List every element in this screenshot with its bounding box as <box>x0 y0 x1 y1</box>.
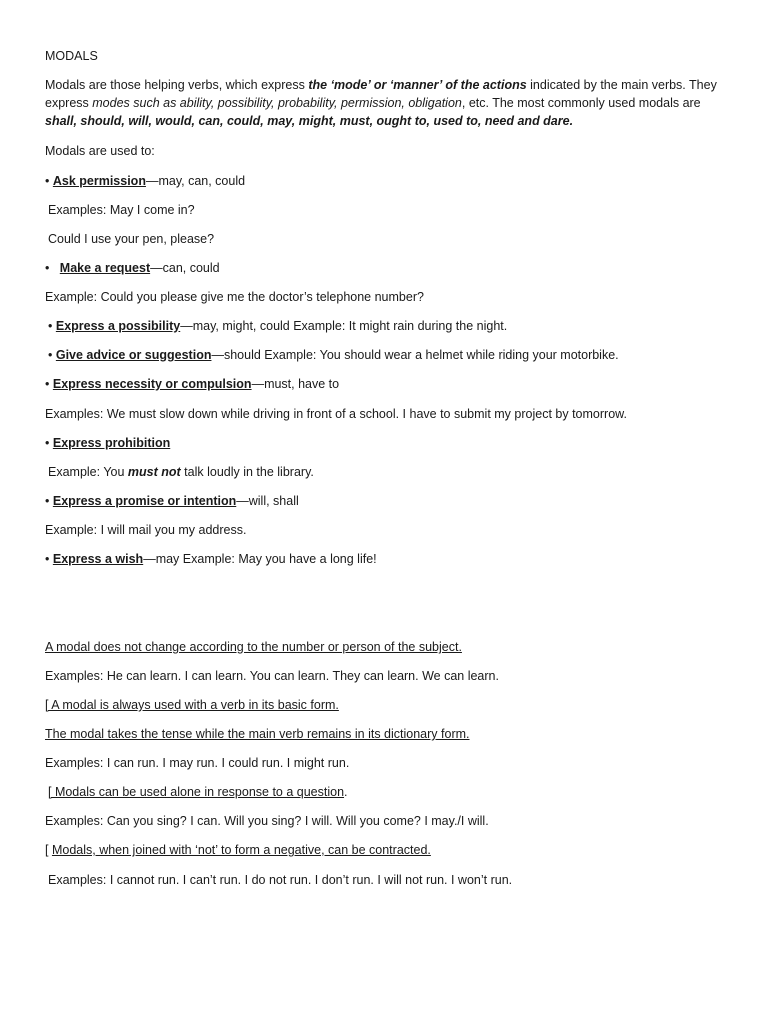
intro-emphasis-1: the ‘mode’ or ‘manner’ of the actions <box>308 78 527 92</box>
use-label: Ask permission <box>52 174 146 188</box>
use-item-necessity: • Express necessity or compulsion—must, have to <box>45 377 340 391</box>
use-item-permission: • Ask permission—may, can, could <box>45 174 246 188</box>
example-text: talk loudly in the library. <box>180 465 314 479</box>
rule-tail: . <box>344 785 348 799</box>
example-line: Could I use your pen, please? <box>48 232 215 246</box>
intro-text-1: Modals are those helping verbs, which express <box>45 78 309 92</box>
use-text: —may, might, could Example: It might rain during the night. <box>180 319 508 333</box>
use-item-possibility: • Express a possibility—may, might, could Example: It might rain during the night. <box>48 319 508 333</box>
use-text: —will, shall <box>236 494 299 508</box>
intro-paragraph <box>45 76 728 130</box>
use-label: Express prohibition <box>52 436 171 450</box>
intro-emphasis-2: modes such as ability, possibility, probability, permission, obligation <box>92 96 462 110</box>
used-to-heading: Modals are used to: <box>45 144 155 158</box>
intro-text-3: , etc. The most commonly used modals are <box>461 96 701 110</box>
use-item-request: • Make a request—can, could <box>45 261 220 275</box>
use-label: Express a possibility <box>55 319 181 333</box>
use-item-advice: • Give advice or suggestion—should Example: You should wear a helmet while riding your motorbike. <box>48 348 619 362</box>
use-text: —should Example: You should wear a helmet while riding your motorbike. <box>211 348 619 362</box>
example-line: Examples: May I come in? <box>48 203 195 217</box>
example-line: Examples: We must slow down while driving in front of a school. I have to submit my project by tomorrow. <box>45 407 627 421</box>
rule-text: [ Modals can be used alone in response to a question <box>48 785 345 799</box>
example-line: Example: Could you please give me the doctor’s telephone number? <box>45 290 424 304</box>
example-line: Examples: He can learn. I can learn. You can learn. They can learn. We can learn. <box>45 669 499 683</box>
rule-bracket: [ <box>45 843 52 857</box>
intro-text-2: indicated by the main verbs. They express <box>45 78 717 110</box>
use-text: —can, could <box>150 261 220 275</box>
example-text: Example: You <box>48 465 128 479</box>
use-label: Make a request <box>59 261 151 275</box>
use-text: —may Example: May you have a long life! <box>143 552 377 566</box>
use-label: Give advice or suggestion <box>55 348 212 362</box>
example-line <box>48 463 728 481</box>
example-line: Examples: I cannot run. I can’t run. I do not run. I don’t run. I will not run. I won’t run. <box>48 873 513 887</box>
use-item-wish: • Express a wish—may Example: May you have a long life! <box>45 552 377 566</box>
example-line: Examples: I can run. I may run. I could run. I might run. <box>45 756 350 770</box>
rule-line: A modal does not change according to the number or person of the subject. <box>45 640 462 654</box>
rule-line <box>45 841 728 859</box>
use-item-promise: • Express a promise or intention—will, shall <box>45 494 299 508</box>
rule-line: [ A modal is always used with a verb in its basic form. <box>45 698 339 712</box>
use-label: Express a promise or intention <box>52 494 237 508</box>
intro-modal-list: shall, should, will, would, can, could, may, might, must, ought to, used to, need and dare. <box>45 114 574 128</box>
example-line: Examples: Can you sing? I can. Will you sing? I will. Will you come? I may./I will. <box>45 814 489 828</box>
rule-line: The modal takes the tense while the main verb remains in its dictionary form. <box>45 727 470 741</box>
use-text: —may, can, could <box>145 174 246 188</box>
use-item-prohibition: • Express prohibition <box>45 436 171 450</box>
use-label: Express a wish <box>52 552 144 566</box>
use-label: Express necessity or compulsion <box>52 377 252 391</box>
document-title: MODALS <box>45 49 98 63</box>
use-text: —must, have to <box>251 377 340 391</box>
rule-line <box>48 783 728 801</box>
example-emphasis: must not <box>127 465 181 479</box>
example-line: Example: I will mail you my address. <box>45 523 247 537</box>
rule-text: Modals, when joined with ‘not’ to form a negative, can be contracted. <box>51 843 431 857</box>
